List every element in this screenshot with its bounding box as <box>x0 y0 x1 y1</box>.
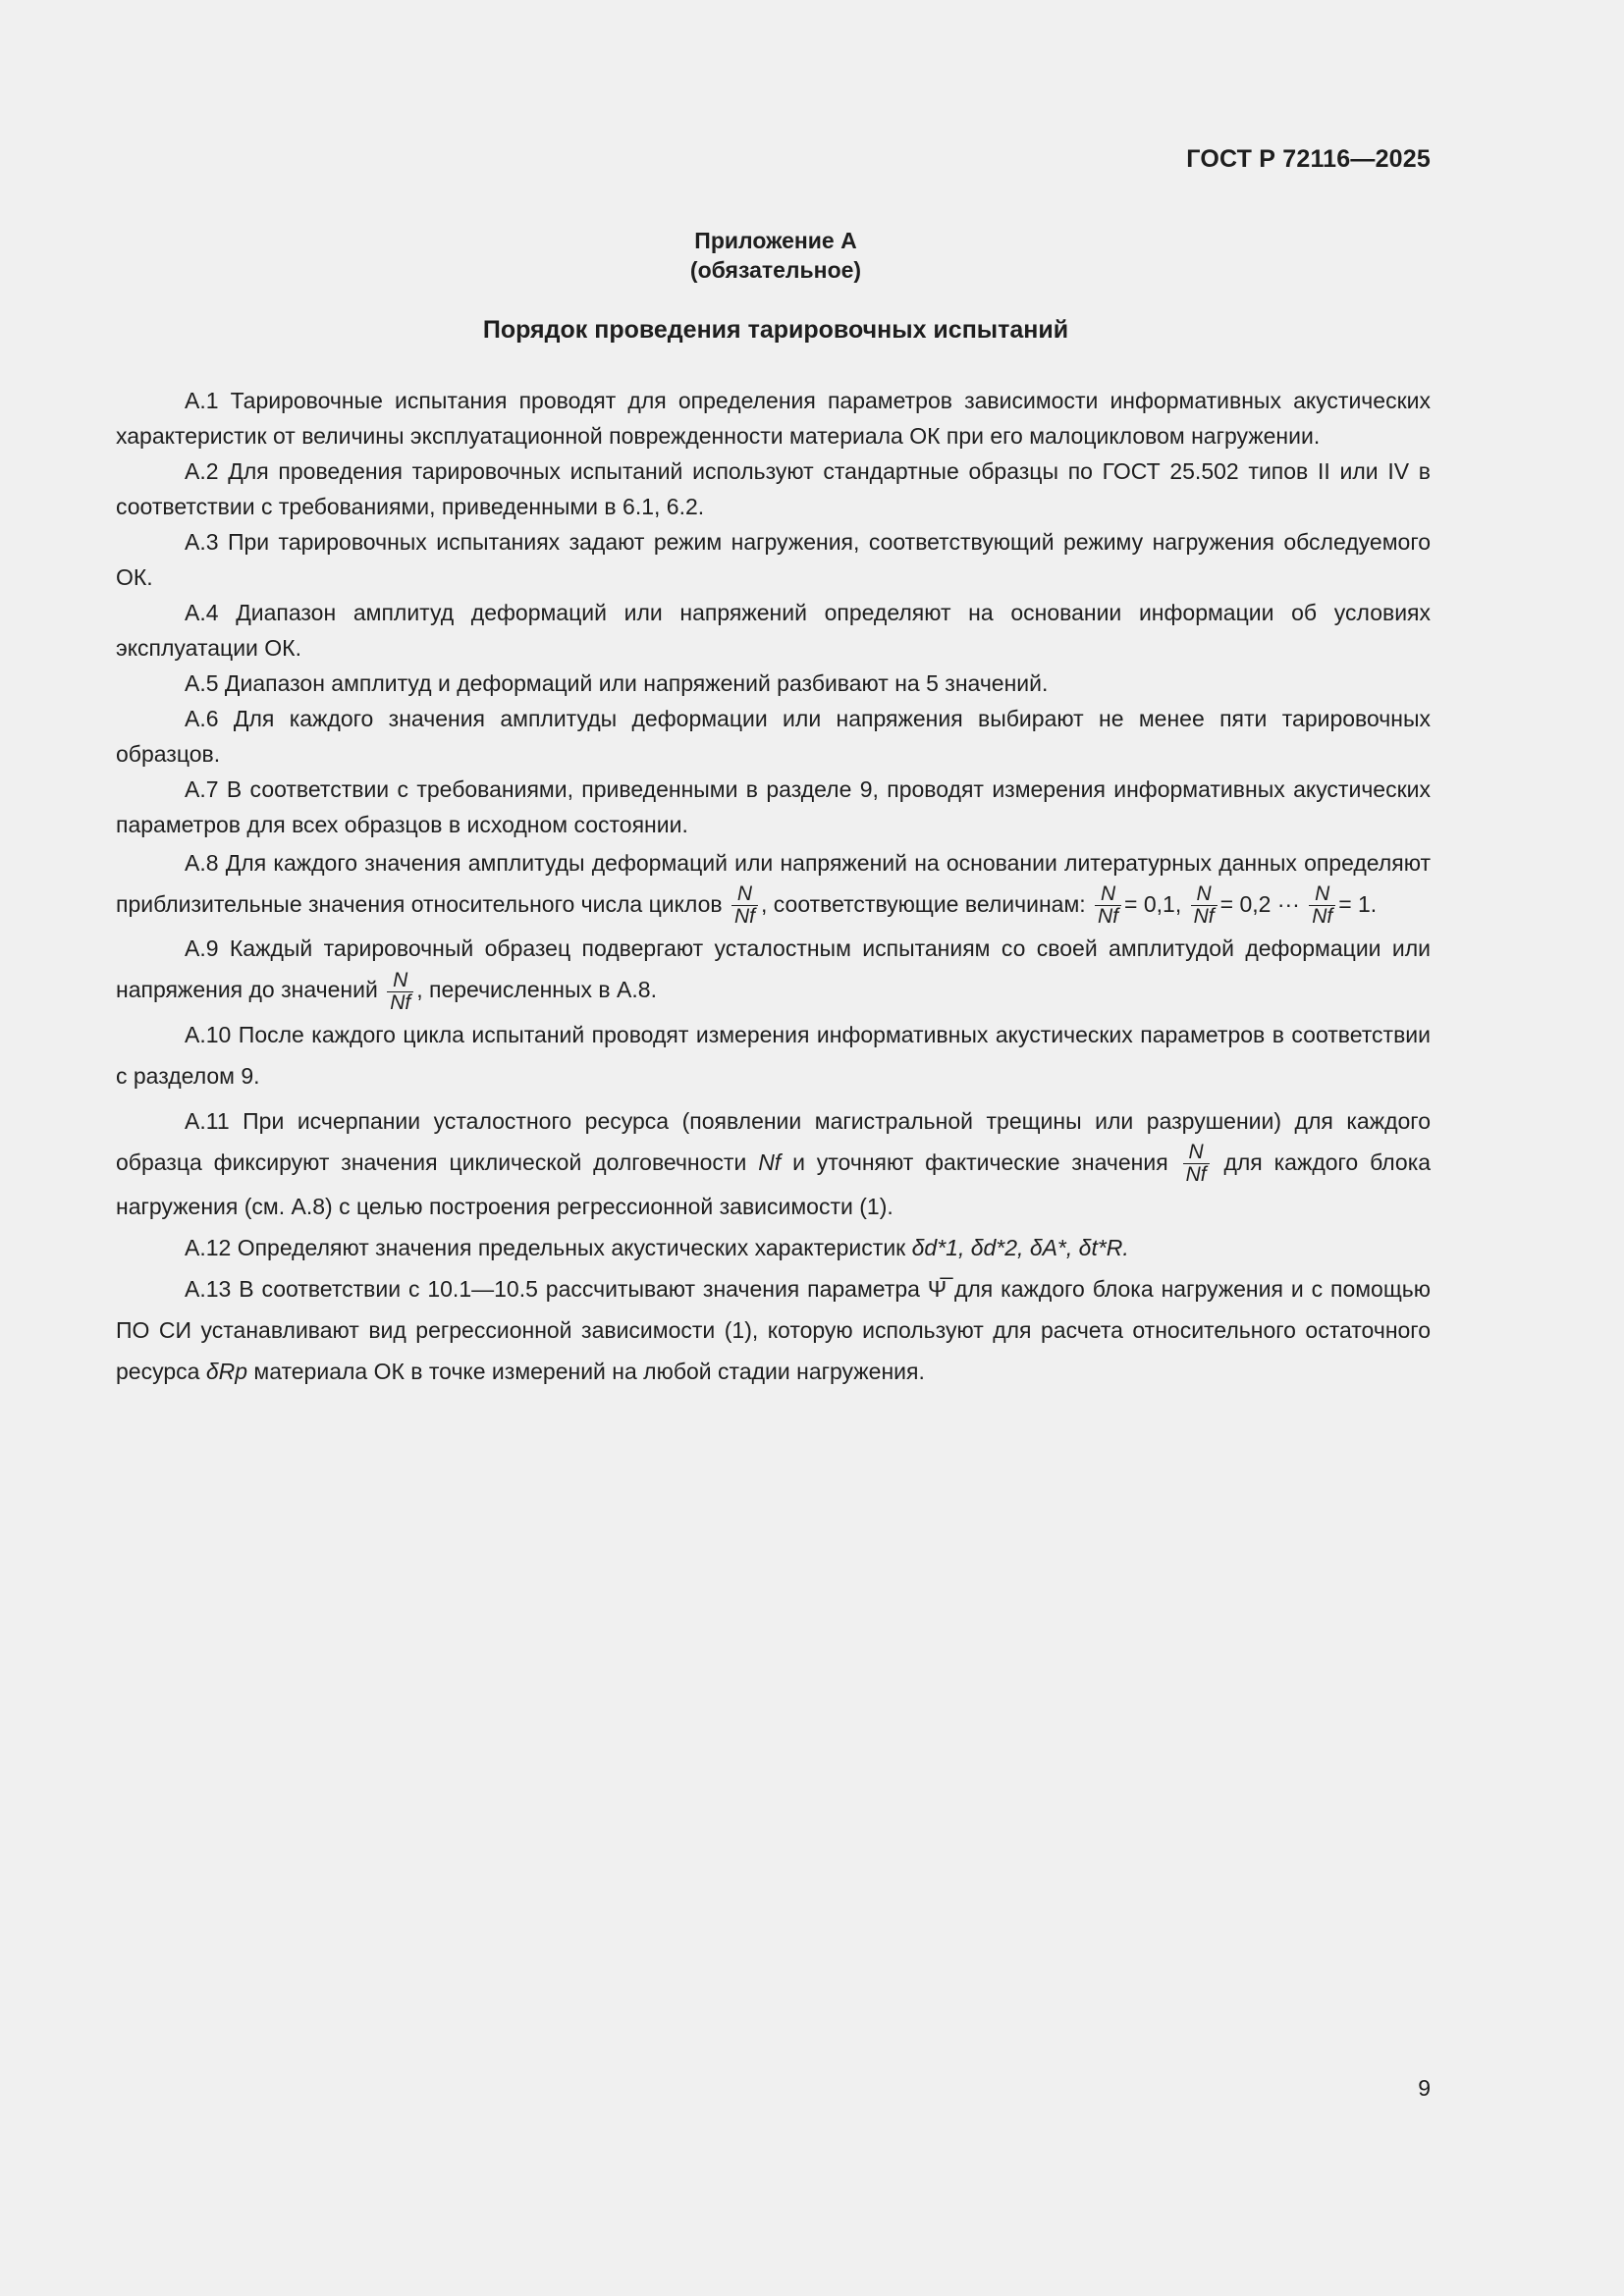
symbol-psi: Ψ̅ <box>927 1276 947 1303</box>
fraction-numerator: N <box>393 968 408 991</box>
fraction-denominator: Nf <box>1191 905 1218 928</box>
acoustic-limit-symbols: δd*1, δd*2, δA*, δt*R. <box>911 1235 1129 1261</box>
paragraph-a11-text-2: и уточняют фактические значения <box>792 1148 1168 1175</box>
document-code: ГОСТ Р 72116—2025 <box>1186 145 1431 173</box>
paragraph-a8-text-2: , соответствующие величинам: <box>761 891 1086 917</box>
paragraph-a4: А.4 Диапазон амплитуд деформаций или напряжений определяют на основании информации об условиях эксплуатации ОК. <box>116 600 1431 661</box>
fraction-numerator: N <box>1100 882 1116 906</box>
fraction-value-3: = 1. <box>1338 891 1378 917</box>
fraction-n-over-nf <box>1191 883 1218 928</box>
paragraph-a12-text-1: А.12 Определяют значения предельных акустических характеристик <box>185 1235 906 1261</box>
paragraph-a13-text-3: материала ОК в точке измерений на любой стадии нагружения. <box>253 1359 925 1385</box>
paragraph-a13 <box>116 1268 1431 1392</box>
fraction-denominator: Nf <box>1183 1163 1210 1186</box>
fraction-n-over-nf <box>387 970 413 1014</box>
fraction-denominator: Nf <box>1095 905 1121 928</box>
fraction-n-over-nf <box>731 883 758 928</box>
fraction-value-2: = 0,2 <box>1219 891 1272 917</box>
ellipsis: ··· <box>1276 891 1300 917</box>
paragraph-a11-text-1: А.11 При исчерпании усталостного ресурса (появлении магистральной трещины или разрушении) для каждого образца фиксируют значения циклической долговечности <box>116 1107 1431 1175</box>
paragraph-a13-text-1: А.13 В соответствии с 10.1—10.5 рассчитывают значения параметра <box>185 1276 920 1303</box>
fraction-value-1: = 0,1, <box>1124 891 1182 917</box>
fraction-denominator: Nf <box>387 991 413 1014</box>
paragraph-a1: А.1 Тарировочные испытания проводят для определения параметров зависимости информативных акустических характеристик от величины эксплуатационной поврежденности материала ОК при его малоцикловом нагружении. <box>116 388 1431 449</box>
fraction-numerator: N <box>1196 882 1212 906</box>
appendix-heading <box>0 226 1551 285</box>
fraction-denominator: Nf <box>731 905 758 928</box>
paragraph-a11-text-3: для каждого блока нагружения (см. А.8) с целью построения регрессионной зависимости (1). <box>116 1148 1432 1220</box>
paragraph-a9-text-2: , перечисленных в А.8. <box>416 977 657 1003</box>
paragraph-a2: А.2 Для проведения тарировочных испытаний используют стандартные образцы по ГОСТ 25.502 типов II или IV в соответствии с требованиями, приведенными в 6.1, 6.2. <box>116 458 1431 519</box>
fraction-denominator: Nf <box>1309 905 1335 928</box>
appendix-title: Приложение А <box>694 228 857 253</box>
paragraph-a5: А.5 Диапазон амплитуд и деформаций или напряжений разбивают на 5 значений. <box>185 670 1049 696</box>
paragraph-a8-text-1: А.8 Для каждого значения амплитуды деформаций или напряжений на основании литературных данных определяют приблизительные значения относительного числа циклов <box>116 850 1431 917</box>
paragraph-a11 <box>116 1100 1431 1227</box>
symbol-nf: Nf <box>758 1148 782 1175</box>
paragraph-a8 <box>116 842 1431 928</box>
paragraph-a6: А.6 Для каждого значения амплитуды деформации или напряжения выбирают не менее пяти тарировочных образцов. <box>116 706 1431 767</box>
fraction-numerator: N <box>1315 882 1330 906</box>
paragraph-a3: А.3 При тарировочных испытаниях задают режим нагружения, соответствующий режиму нагружения обследуемого ОК. <box>116 529 1431 590</box>
paragraph-a9-text-1: А.9 Каждый тарировочный образец подвергают усталостным испытаниям со своей амплитудой деформации или напряжения до значений <box>116 935 1431 1003</box>
paragraph-a13-text-2: для каждого блока нагружения и с помощью ПО СИ устанавливают вид регрессионной зависимости (1), которую используют для расчета относительного остаточного ресурса <box>116 1276 1431 1385</box>
body-text <box>116 383 1431 1392</box>
fraction-n-over-nf <box>1183 1142 1210 1186</box>
paragraph-a12 <box>116 1227 1431 1268</box>
fraction-n-over-nf <box>1309 883 1335 928</box>
paragraph-a10: А.10 После каждого цикла испытаний проводят измерения информативных акустических параметров в соответствии с разделом 9. <box>116 1021 1431 1089</box>
paragraph-a7: А.7 В соответствии с требованиями, приведенными в разделе 9, проводят измерения информативных акустических параметров для всех образцов в исходном состоянии. <box>116 776 1431 837</box>
paragraph-a9 <box>116 928 1431 1013</box>
fraction-numerator: N <box>1188 1141 1204 1164</box>
appendix-status: (обязательное) <box>689 257 862 283</box>
fraction-numerator: N <box>736 882 753 906</box>
section-title: Порядок проведения тарировочных испытаний <box>482 316 1069 344</box>
page-number: 9 <box>1418 2075 1431 2101</box>
symbol-delta-rp: δRp <box>205 1359 247 1385</box>
fraction-n-over-nf <box>1095 883 1121 928</box>
